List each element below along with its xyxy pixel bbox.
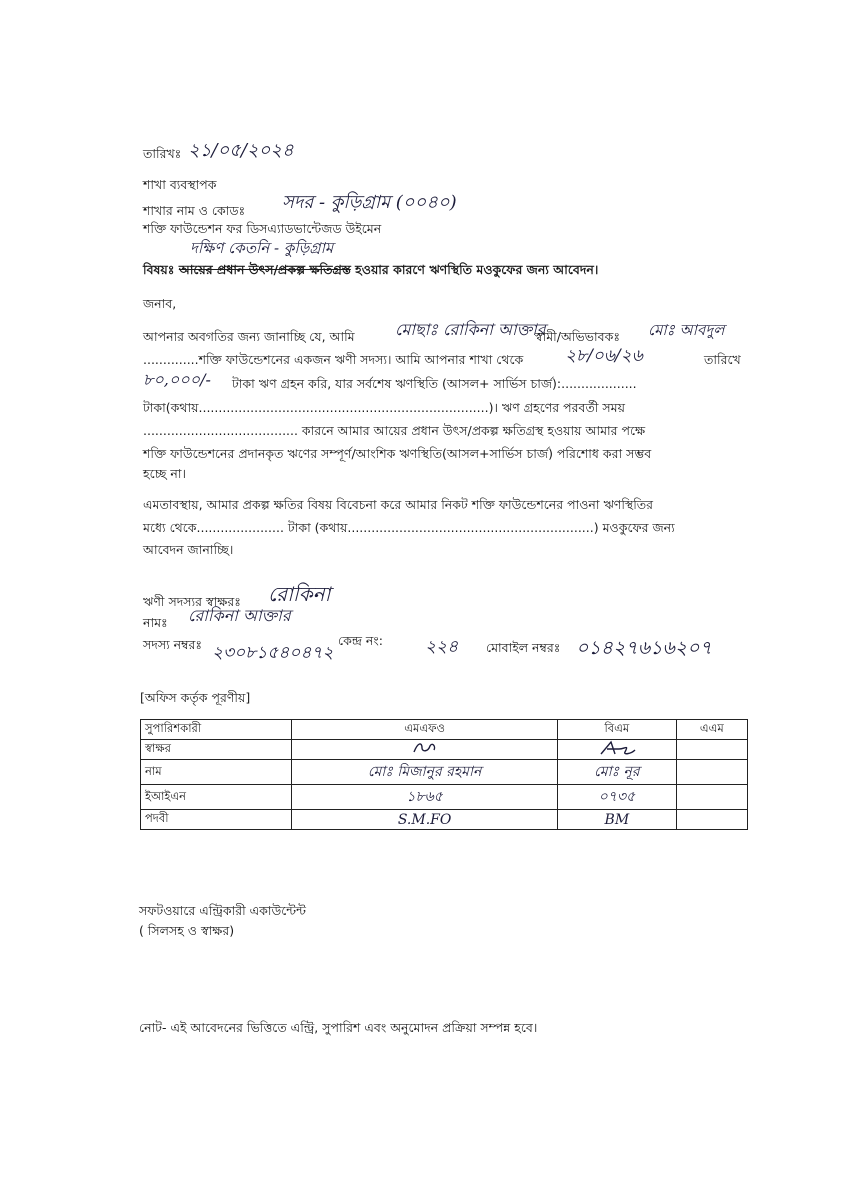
row-label-signature: স্বাক্ষর [141,740,292,760]
am-ein [676,785,747,810]
guardian-handwritten: মোঃ আবদুল [648,321,725,339]
center-number: ২২৪ [425,637,459,657]
subject-struck-text: আয়ের প্রধান উৎস/প্রকল্প ক্ষতিগ্রস্ত [178,262,351,277]
mfo-designation: S.M.FO [292,810,558,830]
member-number: ২৩০৮১৫৪০৪৭২ [212,643,334,663]
header-mfo: এমএফও [292,720,558,740]
body-p1-b: স্বামী/অভিভাবকঃ [535,329,620,344]
mfo-ein: ১৮৬৫ [292,785,558,810]
to-line-organization: শক্তি ফাউন্ডেশন ফর ডিসএ্যাডভান্টেজড উইমেন [143,221,382,236]
member-name-label: নামঃ [143,615,168,630]
signature-scribble-icon [595,740,639,756]
am-designation [676,810,747,830]
center-number-label: কেন্দ্র নং: [338,633,383,648]
body-p2-a: এমতাবস্থায়, আমার প্রকল্প ক্ষতির বিষয় বিবেচনা করে আমার নিকট শক্তি ফাউন্ডেশনের পাওনা ঋণস্থিতির [143,497,654,512]
table-row [141,785,748,810]
office-use-table [140,719,748,830]
to-line-branch: শাখার নাম ও কোডঃ [143,203,246,218]
row-label-name: নাম [141,760,292,785]
body-p1-f: টাকা(কথায়.........................................................................)। ঋণ গ্রহণের পরবর্তী সময় [143,400,625,415]
table-header-row [141,720,748,740]
loan-amount-handwritten: ৮০,০০০/- [143,370,211,389]
body-p1-i: হচ্ছে না। [143,466,186,481]
header-recommender: সুপারিশকারী [141,720,292,740]
table-row [141,740,748,760]
software-entry-label: সফটওয়ারে এন্ট্রিকারী একাউন্টেন্ট [139,903,306,918]
body-p1-g: ....................................... কারনে আমার আয়ের প্রধান উৎস/প্রকল্প ক্ষতিগ্রস্থ হওয়ায় আমার পক্ষে [143,423,646,438]
branch-name-handwritten: সদর - কুড়িগ্রাম (০০৪০) [282,192,457,213]
date-value: ২১/০৫/২০২৪ [188,140,294,161]
loan-date-handwritten: ২৮/০৬/২৬ [565,346,643,366]
subject-text: হওয়ার কারণে ঋণস্থিতি মওকুফের জন্য আবেদন। [350,262,599,277]
body-p1-h: শক্তি ফাউন্ডেশনের প্রদানকৃত ঋণের সম্পূর্ণ/আংশিক ঋণস্থিতি(আসল+সার্ভিস চার্জ) পরিশোধ করা সম্ভব [143,446,652,461]
software-entry-seal: ( সিলসহ ও স্বাক্ষর) [139,923,235,938]
date-label: তারিখঃ [143,146,182,161]
bm-ein: ০৭৩৫ [558,785,676,810]
to-line-manager: শাখা ব্যবস্থাপক [143,177,217,192]
mfo-name: মোঃ মিজানুর রহমান [292,760,558,785]
mobile-number: ০১৪২৭৬১৬২০৭ [576,637,712,659]
am-signature [676,740,747,760]
mobile-number-label: মোবাইল নম্বরঃ [486,640,561,655]
member-name-handwritten: মোছাঃ রোকিনা আক্তার [395,320,546,339]
table-row [141,810,748,830]
row-label-designation: পদবী [141,810,292,830]
address-handwritten: দক্ষিণ কেতনি - কুড়িগ্রাম [190,239,334,257]
am-name [676,760,747,785]
body-p1-a: আপনার অবগতির জন্য জানাচ্ছি যে, আমি [143,329,355,344]
subject-label: বিষয়ঃ [143,262,175,277]
body-p2-c: আবেদন জানাচ্ছি। [143,542,234,557]
office-use-heading: [অফিস কর্তৃক পূরণীয়] [140,690,251,705]
footer-note: নোট- এই আবেদনের ভিত্তিতে এন্ট্রি, সুপারিশ এবং অনুমোদন প্রক্রিয়া সম্পন্ন হবে। [139,1020,538,1035]
body-p1-c: ..............শক্তি ফাউন্ডেশনের একজন ঋণী সদস্য। আমি আপনার শাখা থেকে [143,352,524,367]
body-p1-e: টাকা ঋণ গ্রহন করি, যার সর্বশেষ ঋণস্থিতি (আসল+ সার্ভিস চার্জ):................... [232,376,637,391]
bm-signature [558,740,676,760]
salutation: জনাব, [143,296,177,311]
table-row [141,760,748,785]
body-p1-d: তারিখে [704,352,741,367]
member-signature: রোকিনা [268,582,331,606]
body-p2-b: মধ্যে থেকে...................... টাকা (কথায়..............................................................) মওকুফের জন্য [143,520,675,535]
bm-designation: BM [558,810,676,830]
mfo-signature [292,740,558,760]
member-name: রোকিনা আক্তার [188,606,291,625]
member-signature-label: ঋণী সদস্যর স্বাক্ষরঃ [143,594,241,609]
member-number-label: সদস্য নম্বরঃ [143,637,203,652]
header-bm: বিএম [558,720,676,740]
subject-line [143,262,598,278]
bm-name: মোঃ নূর [558,760,676,785]
signature-scribble-icon [410,740,440,756]
header-am: এএম [676,720,747,740]
row-label-ein: ইআইএন [141,785,292,810]
